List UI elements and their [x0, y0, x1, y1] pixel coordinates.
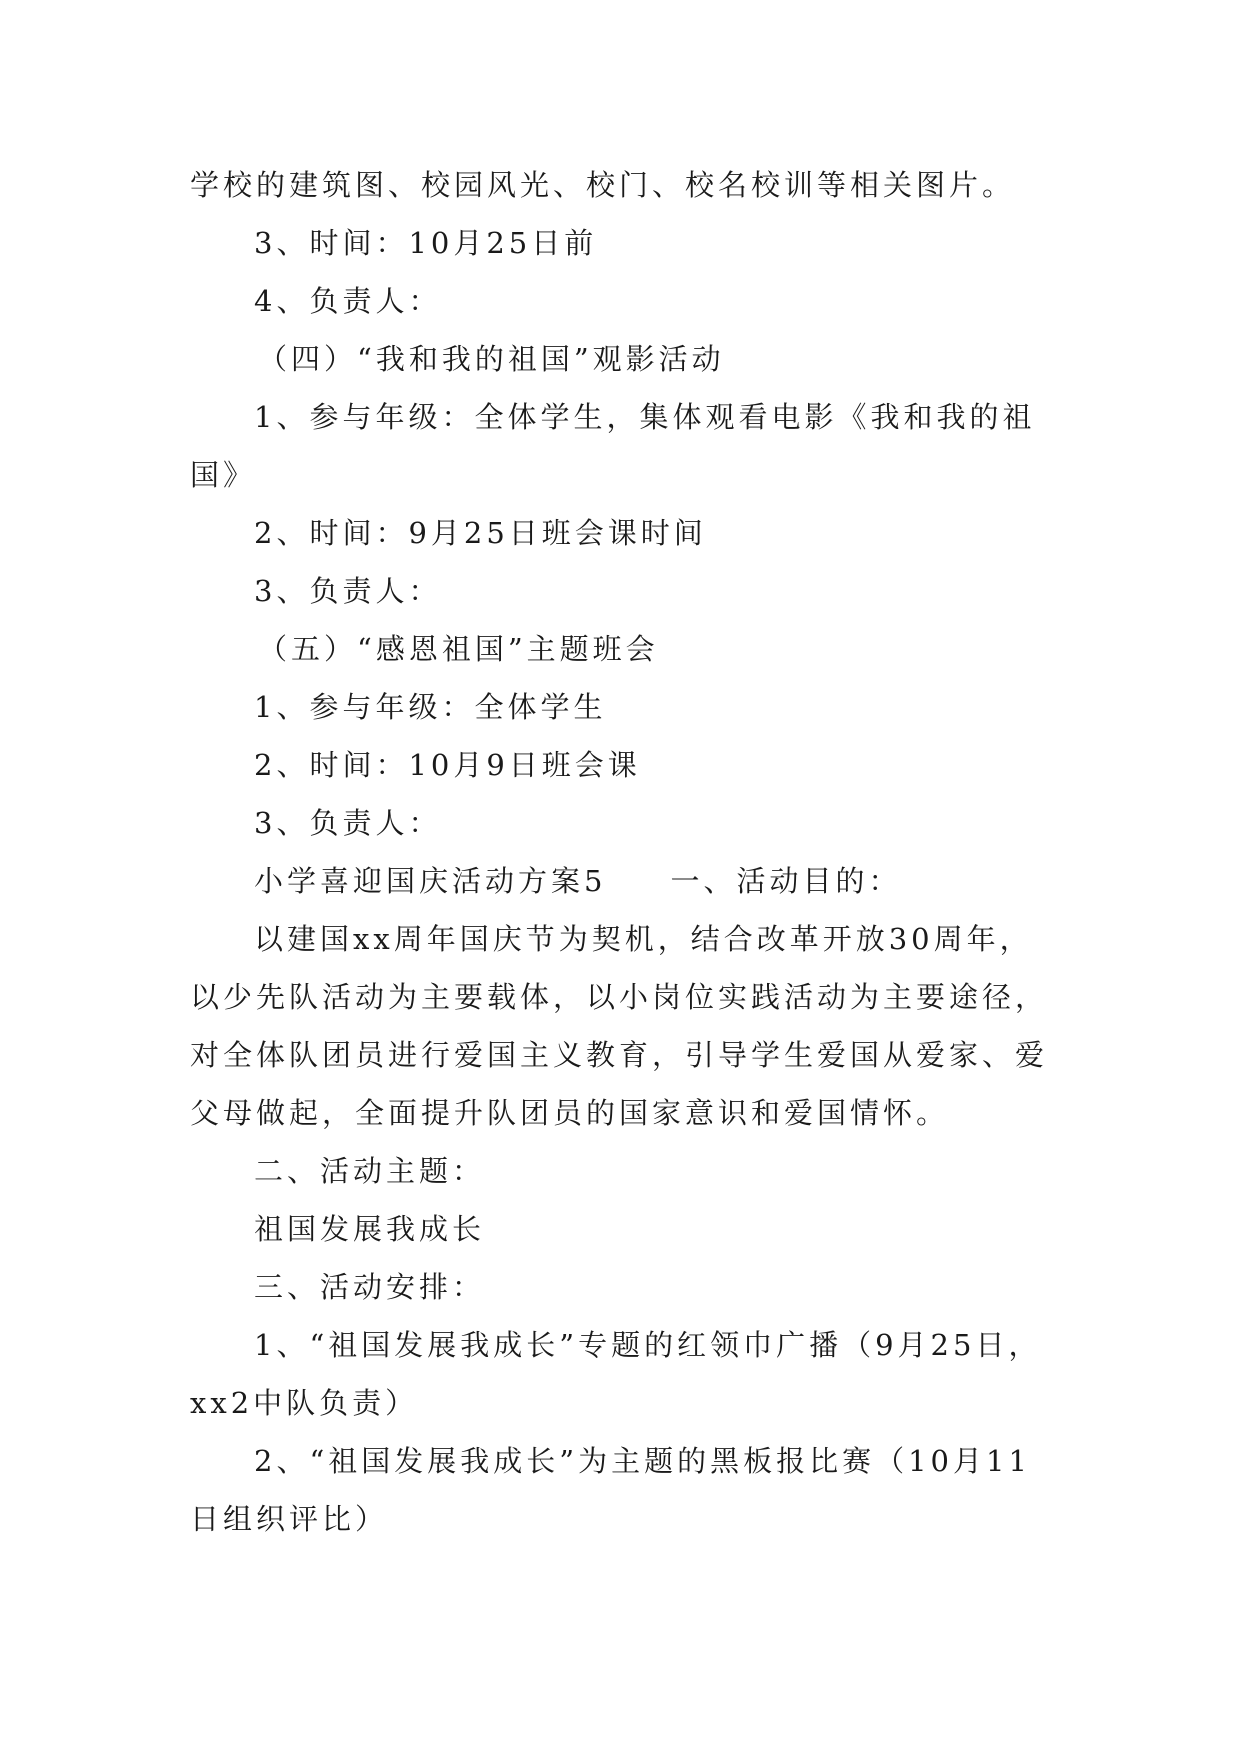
text-line: xx2中队负责） [190, 1386, 419, 1420]
text-line: 祖国发展我成长 [254, 1212, 486, 1246]
text-line: 国》 [190, 458, 257, 492]
text-line: 4、负责人： [254, 284, 442, 318]
section-heading: 二、活动主题： [254, 1154, 486, 1188]
text-line: 以少先队活动为主要载体，以小岗位实践活动为主要途径， [190, 980, 1049, 1014]
section-heading: 一、活动目的： [670, 864, 902, 898]
text-line: 1、参与年级：全体学生 [254, 690, 607, 724]
text-line: 3、负责人： [254, 806, 442, 840]
text-line: 2、时间：9月25日班会课时间 [254, 516, 707, 550]
document-body [190, 156, 1070, 1548]
text-line: 1、参与年级：全体学生，集体观看电影《我和我的祖 [254, 400, 1036, 434]
section-heading: （四）“我和我的祖国”观影活动 [258, 342, 725, 376]
text-line: 2、“祖国发展我成长”为主题的黑板报比赛（10月11 [254, 1444, 1031, 1478]
section-heading: （五）“感恩祖国”主题班会 [258, 632, 659, 666]
text-line: 3、时间：10月25日前 [254, 226, 598, 260]
plan-title-line [190, 852, 1070, 910]
text-line: 以建国xx周年国庆节为契机，结合改革开放30周年， [254, 922, 1033, 956]
text-line: 1、“祖国发展我成长”专题的红领巾广播（9月25日， [254, 1328, 1042, 1362]
section-heading: 三、活动安排： [254, 1270, 486, 1304]
text-line: 对全体队团员进行爱国主义教育，引导学生爱国从爱家、爱 [190, 1038, 1049, 1072]
text-line: 父母做起，全面提升队团员的国家意识和爱国情怀。 [190, 1096, 950, 1130]
text-line: 学校的建筑图、校园风光、校门、校名校训等相关图片。 [190, 168, 1016, 202]
plan-title: 小学喜迎国庆活动方案5 [254, 864, 607, 898]
text-line: 日组织评比） [190, 1502, 389, 1536]
text-line: 3、负责人： [254, 574, 442, 608]
text-line: 2、时间：10月9日班会课 [254, 748, 641, 782]
